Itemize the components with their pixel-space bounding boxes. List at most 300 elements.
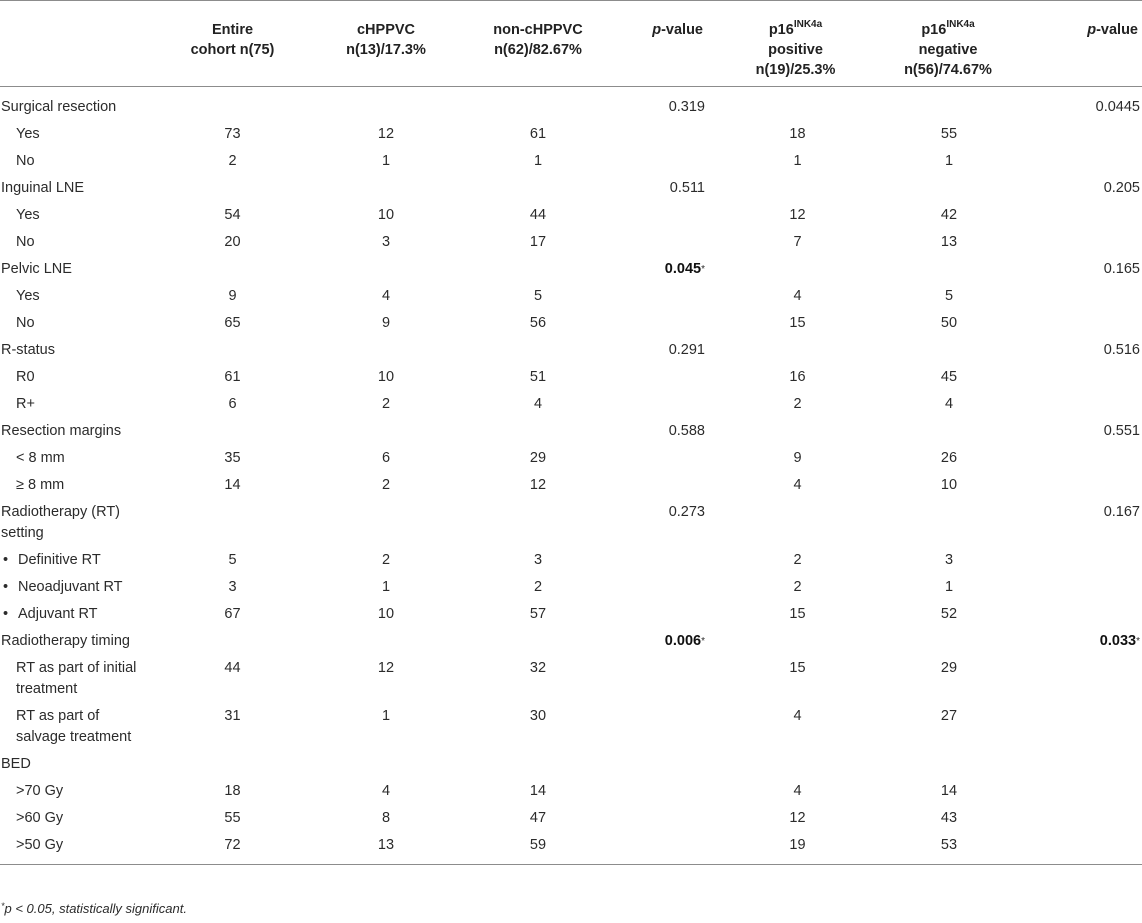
p-value-cell — [1022, 574, 1142, 601]
p-value-significant: 0.045 — [664, 261, 702, 277]
table-row — [0, 547, 1142, 574]
row-label — [0, 391, 165, 418]
header-text: -value — [1096, 22, 1138, 38]
header-entire-cohort — [165, 1, 300, 87]
cell-value: 45 — [940, 369, 958, 385]
p-value-cell — [1022, 547, 1142, 574]
cell-entire-cohort — [165, 832, 300, 865]
cell-value: 18 — [789, 126, 806, 142]
row-label-text: RT as part of initial treatment — [16, 660, 137, 697]
row-label — [0, 87, 165, 122]
cell-chppvc — [300, 805, 472, 832]
row-label — [0, 364, 165, 391]
cell-value: 2 — [793, 396, 802, 412]
cell-p16-positive — [707, 148, 866, 175]
cell-entire-cohort — [165, 256, 300, 283]
row-label-text: No — [16, 153, 35, 169]
row-label-text: Inguinal LNE — [1, 180, 85, 196]
cell-p16-negative — [866, 364, 1022, 391]
cell-entire-cohort — [165, 337, 300, 364]
cell-value: 14 — [529, 783, 547, 799]
cell-value: 61 — [529, 126, 547, 142]
cell-value: 4 — [793, 477, 802, 493]
cell-value: 7 — [793, 234, 802, 250]
cell-chppvc — [300, 778, 472, 805]
cell-chppvc — [300, 256, 472, 283]
cell-chppvc — [300, 703, 472, 751]
cell-p16-negative — [866, 310, 1022, 337]
cell-entire-cohort — [165, 445, 300, 472]
header-p16-positive — [707, 1, 866, 87]
cell-value: 2 — [228, 153, 237, 169]
significance-marker: * — [701, 636, 705, 647]
cell-value: 65 — [224, 315, 241, 331]
table-row — [0, 574, 1142, 601]
cell-value: 53 — [940, 837, 958, 853]
p-value-cell — [604, 574, 707, 601]
cell-value: 44 — [529, 207, 547, 223]
cell-value: 73 — [224, 126, 241, 142]
cell-value: 5 — [228, 552, 237, 568]
cell-p16-negative — [866, 832, 1022, 865]
row-label-text: R-status — [1, 342, 55, 358]
cell-entire-cohort — [165, 391, 300, 418]
p-value-cell — [1022, 445, 1142, 472]
header-chppvc — [300, 1, 472, 87]
cell-p16-negative — [866, 391, 1022, 418]
cell-non-chppvc — [472, 337, 604, 364]
row-label — [0, 778, 165, 805]
cell-p16-positive — [707, 472, 866, 499]
cell-value: 72 — [224, 837, 241, 853]
table-footnote — [1, 901, 187, 916]
cell-value: 4 — [793, 708, 802, 724]
cell-p16-positive — [707, 283, 866, 310]
table-row — [0, 202, 1142, 229]
cell-value: 2 — [381, 396, 391, 412]
header-text: n(62)/82.67% — [494, 42, 582, 58]
cell-p16-positive — [707, 601, 866, 628]
cell-entire-cohort — [165, 472, 300, 499]
cell-value: 35 — [224, 450, 241, 466]
row-label-text: ≥ 8 mm — [16, 477, 65, 493]
cell-p16-positive — [707, 778, 866, 805]
cell-non-chppvc — [472, 778, 604, 805]
cell-chppvc — [300, 574, 472, 601]
header-text: n(56)/74.67% — [904, 62, 992, 78]
cell-value: 50 — [940, 315, 958, 331]
p-value-cell — [604, 256, 707, 283]
cell-value: 8 — [381, 810, 391, 826]
cell-entire-cohort — [165, 364, 300, 391]
row-label — [0, 628, 165, 655]
row-label — [0, 445, 165, 472]
cell-non-chppvc — [472, 628, 604, 655]
cell-p16-positive — [707, 337, 866, 364]
header-superscript: INK4a — [793, 19, 823, 31]
significance-marker: * — [1136, 636, 1140, 647]
row-label-text: >50 Gy — [16, 837, 64, 853]
row-label — [0, 703, 165, 751]
cell-non-chppvc — [472, 229, 604, 256]
cell-value: 19 — [789, 837, 806, 853]
row-label — [0, 547, 165, 574]
p-value-cell — [1022, 310, 1142, 337]
p-value-cell — [1022, 87, 1142, 122]
cell-p16-positive — [707, 832, 866, 865]
cell-p16-positive — [707, 229, 866, 256]
header-superscript: INK4a — [946, 19, 975, 31]
p-value-cell — [1022, 805, 1142, 832]
cell-value: 5 — [533, 288, 543, 304]
cell-p16-negative — [866, 547, 1022, 574]
cell-p16-positive — [707, 391, 866, 418]
p-value-cell — [1022, 751, 1142, 778]
p-value-cell — [1022, 337, 1142, 364]
p-value-cell — [604, 547, 707, 574]
p-value-cell — [604, 499, 707, 547]
cell-p16-negative — [866, 283, 1022, 310]
cell-chppvc — [300, 229, 472, 256]
cell-value: 29 — [529, 450, 547, 466]
cell-value: 5 — [944, 288, 954, 304]
p-value-cell — [604, 751, 707, 778]
row-label-text: Yes — [16, 126, 40, 142]
cell-value: 44 — [224, 660, 241, 676]
p-value-cell — [604, 310, 707, 337]
table-row — [0, 655, 1142, 703]
row-label-text: Yes — [16, 288, 40, 304]
cell-value: 4 — [381, 783, 391, 799]
row-label — [0, 418, 165, 445]
row-label — [0, 655, 165, 703]
p-value-cell — [1022, 202, 1142, 229]
cell-p16-negative — [866, 499, 1022, 547]
cell-value: 3 — [944, 552, 954, 568]
cell-value: 12 — [377, 660, 395, 676]
cell-value: 57 — [529, 606, 547, 622]
cell-p16-positive — [707, 547, 866, 574]
table-row — [0, 805, 1142, 832]
p-value-cell — [604, 121, 707, 148]
cell-entire-cohort — [165, 574, 300, 601]
cell-p16-positive — [707, 703, 866, 751]
cell-value: 20 — [224, 234, 241, 250]
header-text: Entire — [211, 22, 254, 38]
cell-p16-negative — [866, 445, 1022, 472]
cell-value: 30 — [529, 708, 547, 724]
cell-value: 10 — [940, 477, 958, 493]
p-value: 0.516 — [1103, 342, 1140, 358]
cell-non-chppvc — [472, 655, 604, 703]
p-value-cell — [604, 832, 707, 865]
p-value-cell — [1022, 499, 1142, 547]
cell-entire-cohort — [165, 601, 300, 628]
cell-p16-negative — [866, 202, 1022, 229]
cell-value: 13 — [940, 234, 958, 250]
cell-value: 43 — [940, 810, 958, 826]
cell-chppvc — [300, 547, 472, 574]
header-p-value-1 — [604, 1, 707, 87]
p-value-significant: 0.033 — [1099, 633, 1137, 649]
cell-non-chppvc — [472, 121, 604, 148]
p-value-cell — [1022, 256, 1142, 283]
cell-value: 9 — [793, 450, 802, 466]
cell-chppvc — [300, 337, 472, 364]
cell-p16-negative — [866, 628, 1022, 655]
cell-p16-positive — [707, 202, 866, 229]
table-row — [0, 391, 1142, 418]
table-row — [0, 148, 1142, 175]
p-value-cell — [1022, 148, 1142, 175]
cell-value: 55 — [224, 810, 241, 826]
cell-value: 10 — [377, 207, 395, 223]
p-value-cell — [604, 628, 707, 655]
p-value: 0.291 — [668, 342, 705, 358]
row-label-text: Resection margins — [1, 423, 122, 439]
table-section-row — [0, 418, 1142, 445]
bullet-icon: • — [3, 552, 9, 568]
p-value-cell — [1022, 364, 1142, 391]
cell-chppvc — [300, 601, 472, 628]
p-value-cell — [604, 337, 707, 364]
cell-value: 9 — [228, 288, 237, 304]
cell-value: 1 — [793, 153, 802, 169]
cell-value: 51 — [529, 369, 547, 385]
p-value-cell — [604, 391, 707, 418]
cell-chppvc — [300, 283, 472, 310]
p-value-cell — [604, 472, 707, 499]
p-value: 0.167 — [1103, 504, 1140, 520]
cell-entire-cohort — [165, 229, 300, 256]
cell-value: 2 — [793, 579, 802, 595]
cell-chppvc — [300, 751, 472, 778]
p-value: 0.205 — [1103, 180, 1140, 196]
cell-entire-cohort — [165, 499, 300, 547]
p-value-cell — [604, 87, 707, 122]
row-label — [0, 574, 165, 601]
row-label — [0, 229, 165, 256]
table-row — [0, 364, 1142, 391]
cell-value: 52 — [940, 606, 958, 622]
cell-value: 10 — [377, 606, 395, 622]
p-value: 0.511 — [669, 180, 705, 196]
cell-non-chppvc — [472, 310, 604, 337]
cell-p16-negative — [866, 87, 1022, 122]
cell-non-chppvc — [472, 202, 604, 229]
cell-entire-cohort — [165, 87, 300, 122]
header-text: positive — [768, 42, 823, 58]
cell-value: 10 — [377, 369, 395, 385]
cell-p16-negative — [866, 574, 1022, 601]
cell-p16-negative — [866, 256, 1022, 283]
p-value-cell — [604, 778, 707, 805]
cell-value: 6 — [228, 396, 237, 412]
cell-p16-positive — [707, 256, 866, 283]
cell-value: 6 — [381, 450, 391, 466]
p-value-cell — [604, 418, 707, 445]
p-value-cell — [1022, 703, 1142, 751]
header-p-value-2 — [1022, 1, 1142, 87]
cell-p16-positive — [707, 418, 866, 445]
table-section-row — [0, 256, 1142, 283]
cell-value: 4 — [533, 396, 543, 412]
row-label-text: No — [16, 234, 35, 250]
cell-p16-positive — [707, 175, 866, 202]
cell-value: 4 — [793, 288, 802, 304]
table-row — [0, 121, 1142, 148]
table-row — [0, 832, 1142, 865]
table-row — [0, 310, 1142, 337]
cell-non-chppvc — [472, 601, 604, 628]
cell-value: 1 — [381, 153, 391, 169]
row-label-text: >60 Gy — [16, 810, 64, 826]
table-section-row — [0, 337, 1142, 364]
cell-chppvc — [300, 202, 472, 229]
cell-chppvc — [300, 87, 472, 122]
row-label-text: Neoadjuvant RT — [18, 579, 123, 595]
table-row — [0, 445, 1142, 472]
cell-p16-positive — [707, 805, 866, 832]
table-section-row — [0, 87, 1142, 122]
p-value-cell — [604, 202, 707, 229]
row-label-text: >70 Gy — [16, 783, 64, 799]
cell-value: 9 — [381, 315, 391, 331]
cell-p16-negative — [866, 805, 1022, 832]
cell-value: 15 — [789, 660, 806, 676]
cell-chppvc — [300, 628, 472, 655]
row-label — [0, 202, 165, 229]
cell-non-chppvc — [472, 445, 604, 472]
cell-non-chppvc — [472, 499, 604, 547]
cell-chppvc — [300, 472, 472, 499]
p-value-cell — [1022, 175, 1142, 202]
bullet-icon: • — [3, 579, 9, 595]
cell-chppvc — [300, 148, 472, 175]
cell-non-chppvc — [472, 148, 604, 175]
header-text: p — [1087, 22, 1097, 38]
cell-p16-negative — [866, 121, 1022, 148]
cell-entire-cohort — [165, 628, 300, 655]
header-non-chppvc — [472, 1, 604, 87]
header-text: cohort n(75) — [190, 42, 275, 58]
cell-value: 3 — [533, 552, 543, 568]
row-label-text: Definitive RT — [18, 552, 101, 568]
p-value-significant: 0.006 — [664, 633, 702, 649]
cell-value: 1 — [533, 153, 543, 169]
cell-p16-positive — [707, 655, 866, 703]
bullet-icon: • — [3, 606, 9, 622]
row-label — [0, 283, 165, 310]
cell-chppvc — [300, 418, 472, 445]
p-value-cell — [1022, 628, 1142, 655]
cell-chppvc — [300, 655, 472, 703]
row-label-text: Pelvic LNE — [1, 261, 72, 277]
cell-value: 15 — [789, 606, 806, 622]
cell-entire-cohort — [165, 805, 300, 832]
header-text: non-cHPPVC — [493, 22, 583, 38]
row-label-text: Radiotherapy timing — [1, 633, 130, 649]
cell-value: 12 — [789, 810, 806, 826]
cell-value: 31 — [224, 708, 241, 724]
table-row — [0, 283, 1142, 310]
cell-p16-positive — [707, 121, 866, 148]
cell-entire-cohort — [165, 121, 300, 148]
row-label-text: Adjuvant RT — [18, 606, 98, 622]
cell-chppvc — [300, 391, 472, 418]
cell-p16-negative — [866, 778, 1022, 805]
p-value-cell — [604, 601, 707, 628]
cell-entire-cohort — [165, 418, 300, 445]
cell-non-chppvc — [472, 574, 604, 601]
cell-non-chppvc — [472, 832, 604, 865]
header-text: -value — [661, 22, 703, 38]
p-value-cell — [1022, 229, 1142, 256]
cell-non-chppvc — [472, 175, 604, 202]
row-label-text: Surgical resection — [1, 99, 117, 115]
cell-p16-negative — [866, 751, 1022, 778]
cell-value: 2 — [381, 552, 391, 568]
row-label — [0, 310, 165, 337]
p-value-cell — [1022, 601, 1142, 628]
p-value-cell — [604, 175, 707, 202]
cell-p16-negative — [866, 229, 1022, 256]
p-value-cell — [604, 445, 707, 472]
cell-entire-cohort — [165, 202, 300, 229]
row-label — [0, 121, 165, 148]
p-value: 0.588 — [668, 423, 705, 439]
row-label-text: Yes — [16, 207, 40, 223]
row-label — [0, 472, 165, 499]
cell-non-chppvc — [472, 87, 604, 122]
cell-value: 27 — [940, 708, 958, 724]
p-value-cell — [604, 283, 707, 310]
cell-value: 4 — [944, 396, 954, 412]
cell-value: 47 — [529, 810, 547, 826]
p-value-cell — [1022, 472, 1142, 499]
cell-chppvc — [300, 121, 472, 148]
cell-non-chppvc — [472, 256, 604, 283]
cell-p16-negative — [866, 175, 1022, 202]
p-value-cell — [604, 655, 707, 703]
p-value-cell — [1022, 832, 1142, 865]
cell-value: 42 — [940, 207, 958, 223]
cell-p16-negative — [866, 148, 1022, 175]
header-label-column — [0, 1, 165, 87]
cell-entire-cohort — [165, 703, 300, 751]
cell-p16-negative — [866, 472, 1022, 499]
row-label — [0, 148, 165, 175]
table-body — [0, 87, 1142, 865]
cell-entire-cohort — [165, 778, 300, 805]
p-value: 0.273 — [668, 504, 705, 520]
cell-non-chppvc — [472, 391, 604, 418]
cell-entire-cohort — [165, 148, 300, 175]
cell-entire-cohort — [165, 310, 300, 337]
cell-value: 17 — [529, 234, 547, 250]
table-row — [0, 601, 1142, 628]
table-section-row — [0, 175, 1142, 202]
cell-value: 32 — [529, 660, 547, 676]
cell-value: 2 — [793, 552, 802, 568]
header-text: cHPPVC — [356, 22, 416, 38]
cell-p16-negative — [866, 655, 1022, 703]
p-value-cell — [1022, 121, 1142, 148]
cell-value: 3 — [228, 579, 237, 595]
cell-chppvc — [300, 445, 472, 472]
cell-value: 16 — [789, 369, 806, 385]
cell-value: 12 — [377, 126, 395, 142]
